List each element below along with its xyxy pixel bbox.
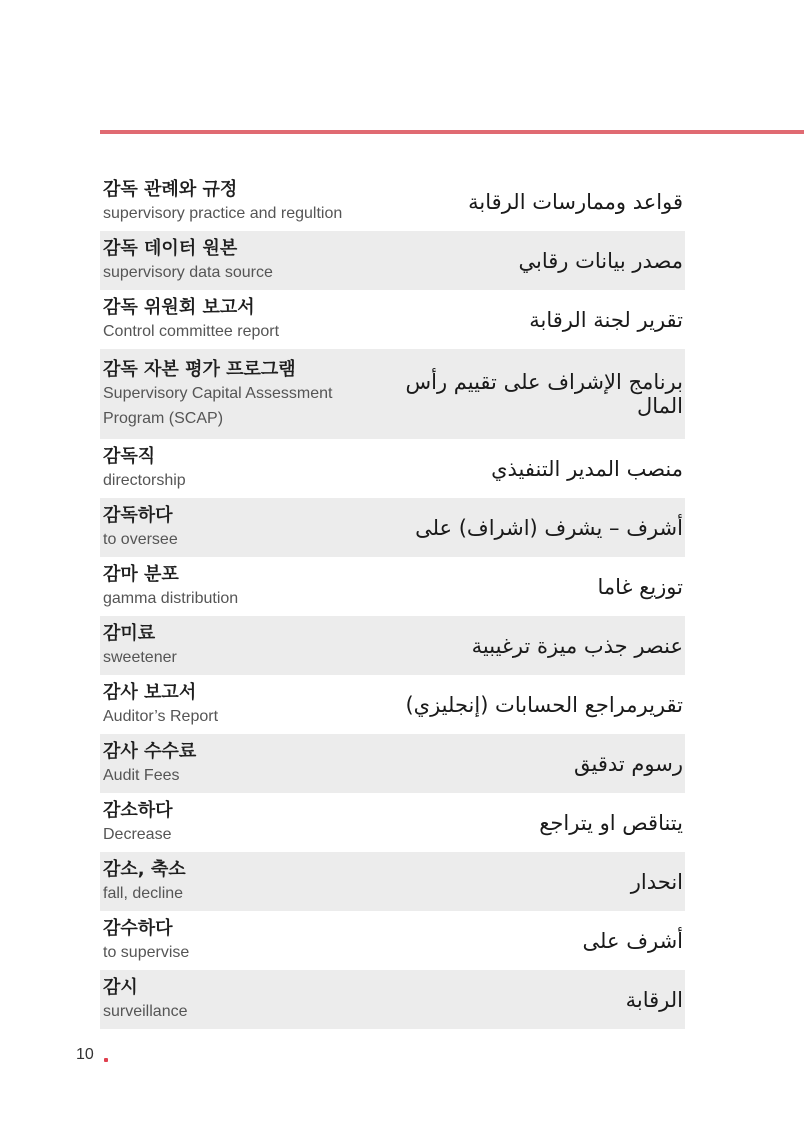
korean-term: 감수하다 (103, 917, 173, 939)
english-term: Auditor’s Report (103, 707, 219, 725)
glossary-entry (100, 734, 685, 793)
arabic-term: برنامج الإشراف على تقييم رأس المال (405, 370, 683, 418)
korean-term: 감독 관례와 규정 (103, 178, 238, 200)
korean-term: 감독직 (103, 445, 156, 467)
arabic-term: الرقابة (625, 987, 683, 1012)
arabic-term: قواعد وممارسات الرقابة (468, 189, 683, 214)
glossary-entry (100, 172, 685, 231)
glossary-entry (100, 439, 685, 498)
glossary-entry (100, 349, 685, 439)
arabic-term: منصب المدير التنفيذي (491, 456, 683, 481)
arabic-term: رسوم تدقيق (573, 751, 683, 776)
glossary-entry (100, 793, 685, 852)
header-rule (100, 130, 804, 134)
glossary-entry (100, 970, 685, 1029)
korean-term: 감사 수수료 (103, 740, 197, 762)
arabic-term: تقرير لجنة الرقابة (529, 307, 683, 332)
english-term: Decrease (103, 825, 172, 843)
glossary-entry (100, 290, 685, 349)
english-term: gamma distribution (103, 589, 239, 607)
korean-term: 감독하다 (103, 504, 173, 526)
english-term: fall, decline (103, 884, 184, 902)
korean-term: 감독 자본 평가 프로그램 (103, 358, 296, 380)
glossary-list (100, 172, 685, 1029)
english-term: to supervise (103, 943, 190, 961)
korean-term: 감시 (103, 976, 138, 998)
arabic-term: يتناقص او يتراجع (539, 810, 683, 835)
korean-term: 감소, 축소 (103, 858, 186, 880)
english-term: to oversee (103, 530, 178, 548)
english-term: supervisory practice and regultion (103, 204, 343, 222)
glossary-entry (100, 557, 685, 616)
korean-term: 감마 분포 (103, 563, 179, 585)
arabic-term: أشرف على (582, 928, 683, 953)
glossary-entry (100, 911, 685, 970)
english-term: supervisory data source (103, 263, 273, 281)
glossary-entry (100, 498, 685, 557)
english-term: Control committee report (103, 322, 280, 340)
page-number-dot (104, 1058, 108, 1062)
page-number: 10 (76, 1046, 94, 1063)
korean-term: 감미료 (103, 622, 156, 644)
arabic-term: انحدار (630, 869, 683, 894)
korean-term: 감소하다 (103, 799, 173, 821)
korean-term: 감독 데이터 원본 (103, 237, 238, 259)
english-term: surveillance (103, 1002, 188, 1020)
arabic-term: تقريرمراجع الحسابات (إنجليزي) (405, 692, 683, 717)
english-term: Audit Fees (103, 766, 180, 784)
glossary-entry (100, 675, 685, 734)
glossary-entry (100, 231, 685, 290)
korean-term: 감사 보고서 (103, 681, 197, 703)
arabic-term: عنصر جذب ميزة ترغيبية (471, 633, 683, 658)
glossary-entry (100, 616, 685, 675)
english-term: Supervisory Capital Assessment Program (SCAP) (103, 384, 333, 427)
korean-term: 감독 위원회 보고서 (103, 296, 255, 318)
english-term: directorship (103, 471, 186, 489)
english-term: sweetener (103, 648, 177, 666)
arabic-term: أشرف – يشرف (اشراف) على (415, 515, 683, 540)
arabic-term: توزيع غاما (597, 574, 683, 599)
arabic-term: مصدر بيانات رقابي (518, 248, 683, 273)
glossary-entry (100, 852, 685, 911)
